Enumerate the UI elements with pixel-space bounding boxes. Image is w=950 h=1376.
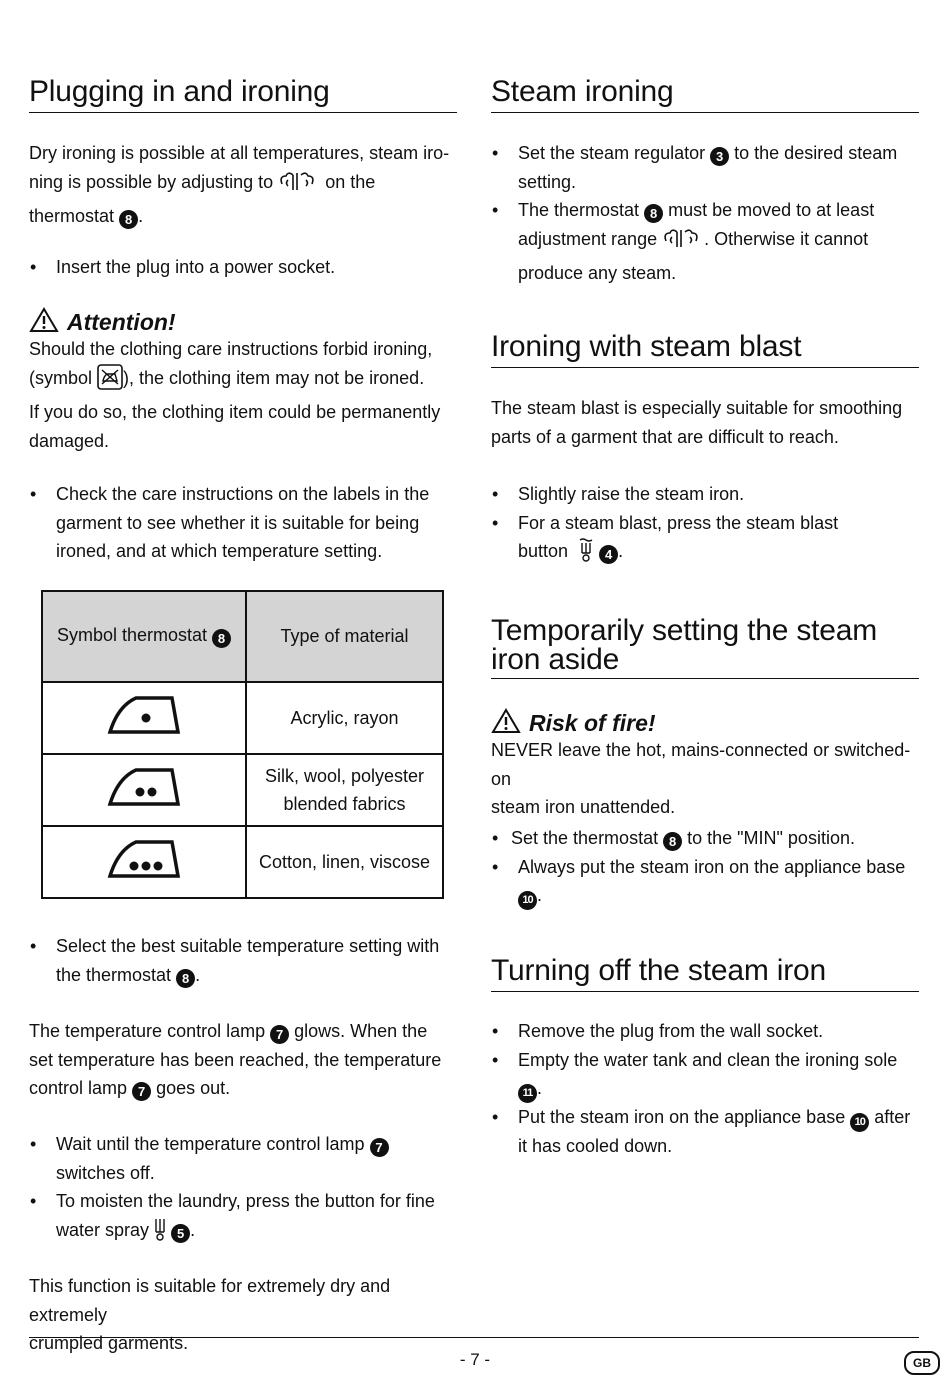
- material-cell: Silk, wool, polyester blended fabrics: [246, 754, 443, 826]
- heading-plugging-in: Plugging in and ironing: [29, 76, 457, 113]
- list-item: • Wait until the temperature control lamp 7 switches off.: [29, 1130, 454, 1187]
- bullet-list-wait: [29, 1130, 454, 1250]
- material-cell: Acrylic, rayon: [246, 682, 443, 754]
- list-item: • Put the steam iron on the appliance base 10 after it has cooled down.: [491, 1103, 919, 1161]
- part-number-badge: 10: [850, 1113, 869, 1132]
- list-item: • The thermostat 8 must be moved to at least adjustment range . Otherwise it cannot produce any steam.: [491, 196, 919, 288]
- iron-two-dots-icon: [42, 754, 246, 826]
- list-item: • Remove the plug from the wall socket.: [491, 1017, 919, 1046]
- heading-set-aside: Temporarily setting the steam iron aside: [491, 616, 919, 679]
- list-item: • Always put the steam iron on the appliance base 10 .: [491, 853, 919, 911]
- bullet-list-off: [491, 1017, 919, 1161]
- part-number-badge: 8: [663, 832, 682, 851]
- fire-warning-heading: Risk of fire!: [491, 708, 921, 738]
- bullet-list-select: [29, 932, 454, 989]
- part-number-badge: 5: [171, 1224, 190, 1243]
- heading-steam-blast: Ironing with steam blast: [491, 331, 919, 368]
- lamp-paragraph: The temperature control lamp 7 glows. When the set temperature has been reached, the temperature control lamp 7 goes out.: [29, 1021, 442, 1099]
- fire-warning-block: Risk of fire! NEVER leave the hot, mains-connected or switched-on steam iron unattended.: [491, 708, 921, 822]
- part-number-badge: 8: [644, 204, 663, 223]
- bullet-list-blast: [491, 480, 919, 572]
- bullet-list-plug: [29, 253, 459, 282]
- list-item: • Check the care instructions on the labels in the garment to see whether it is suitable for being ironed, and at which temperature setting.: [29, 480, 449, 566]
- part-number-badge: 11: [518, 1084, 537, 1103]
- bullet-list-aside: [491, 824, 919, 910]
- table-header-material: Type of material: [246, 591, 443, 682]
- list-item: • Slightly raise the steam iron.: [491, 480, 919, 509]
- spray-icon: [154, 1218, 166, 1251]
- material-cell: Cotton, linen, viscose: [246, 826, 443, 898]
- page-number: - 7 -: [459, 1350, 491, 1369]
- iron-one-dot-icon: [42, 682, 246, 754]
- part-number-badge: 8: [119, 210, 138, 229]
- no-ironing-symbol-icon: [97, 364, 123, 399]
- part-number-badge: 7: [370, 1138, 389, 1157]
- table-header-symbol: Symbol thermostat 8: [42, 591, 246, 682]
- steam-symbol-icon: [662, 227, 704, 260]
- list-item: • Empty the water tank and clean the ironing sole 11 .: [491, 1046, 919, 1104]
- list-item: • Select the best suitable temperature setting with the thermostat 8 .: [29, 932, 454, 989]
- part-number-badge: 3: [710, 147, 729, 166]
- steam-blast-icon: [579, 537, 593, 572]
- part-number-badge: 8: [176, 969, 195, 988]
- iron-three-dots-icon: [42, 826, 246, 898]
- bullet-list-check: [29, 480, 449, 566]
- part-number-badge: 7: [270, 1025, 289, 1044]
- intro-paragraph: Dry ironing is possible at all temperatures, steam iro- ning is possible by adjusting to on the thermostat 8 .: [29, 143, 450, 227]
- warning-triangle-icon: [29, 307, 59, 333]
- warning-triangle-icon: [491, 708, 521, 734]
- part-number-badge: 4: [599, 545, 618, 564]
- function-paragraph: This function is suitable for extremely dry and extremely crumpled garments.: [29, 1276, 391, 1353]
- table-row: [42, 682, 443, 754]
- attention-heading: Attention!: [29, 307, 459, 337]
- list-item: • To moisten the laundry, press the button for fine water spray 5 .: [29, 1187, 454, 1250]
- table-row: [42, 754, 443, 826]
- part-number-badge: 10: [518, 891, 537, 910]
- list-item: • Set the steam regulator 3 to the desired steam setting.: [491, 139, 919, 196]
- part-number-badge: 8: [212, 629, 231, 648]
- steam-symbol-icon: [278, 170, 320, 203]
- part-number-badge: 7: [132, 1082, 151, 1101]
- list-item: • Set the thermostat 8 to the "MIN" position.: [491, 824, 919, 853]
- heading-steam-ironing: Steam ironing: [491, 76, 919, 113]
- language-badge: GB: [904, 1351, 940, 1375]
- table-row: [42, 826, 443, 898]
- list-item: • For a steam blast, press the steam blast button 4 .: [491, 509, 919, 572]
- blast-paragraph: The steam blast is especially suitable for smoothing parts of a garment that are difficult to reach.: [491, 398, 903, 447]
- footer-divider: [29, 1337, 919, 1338]
- bullet-list-steam: [491, 139, 919, 288]
- attention-block: Attention! Should the clothing care instructions forbid ironing, (symbol ), the clothing item may not be ironed. If you do so, the clothing item could be permanently damaged.: [29, 307, 459, 455]
- heading-turning-off: Turning off the steam iron: [491, 955, 919, 992]
- list-item: • Insert the plug into a power socket.: [29, 253, 459, 282]
- thermostat-table: [41, 590, 444, 899]
